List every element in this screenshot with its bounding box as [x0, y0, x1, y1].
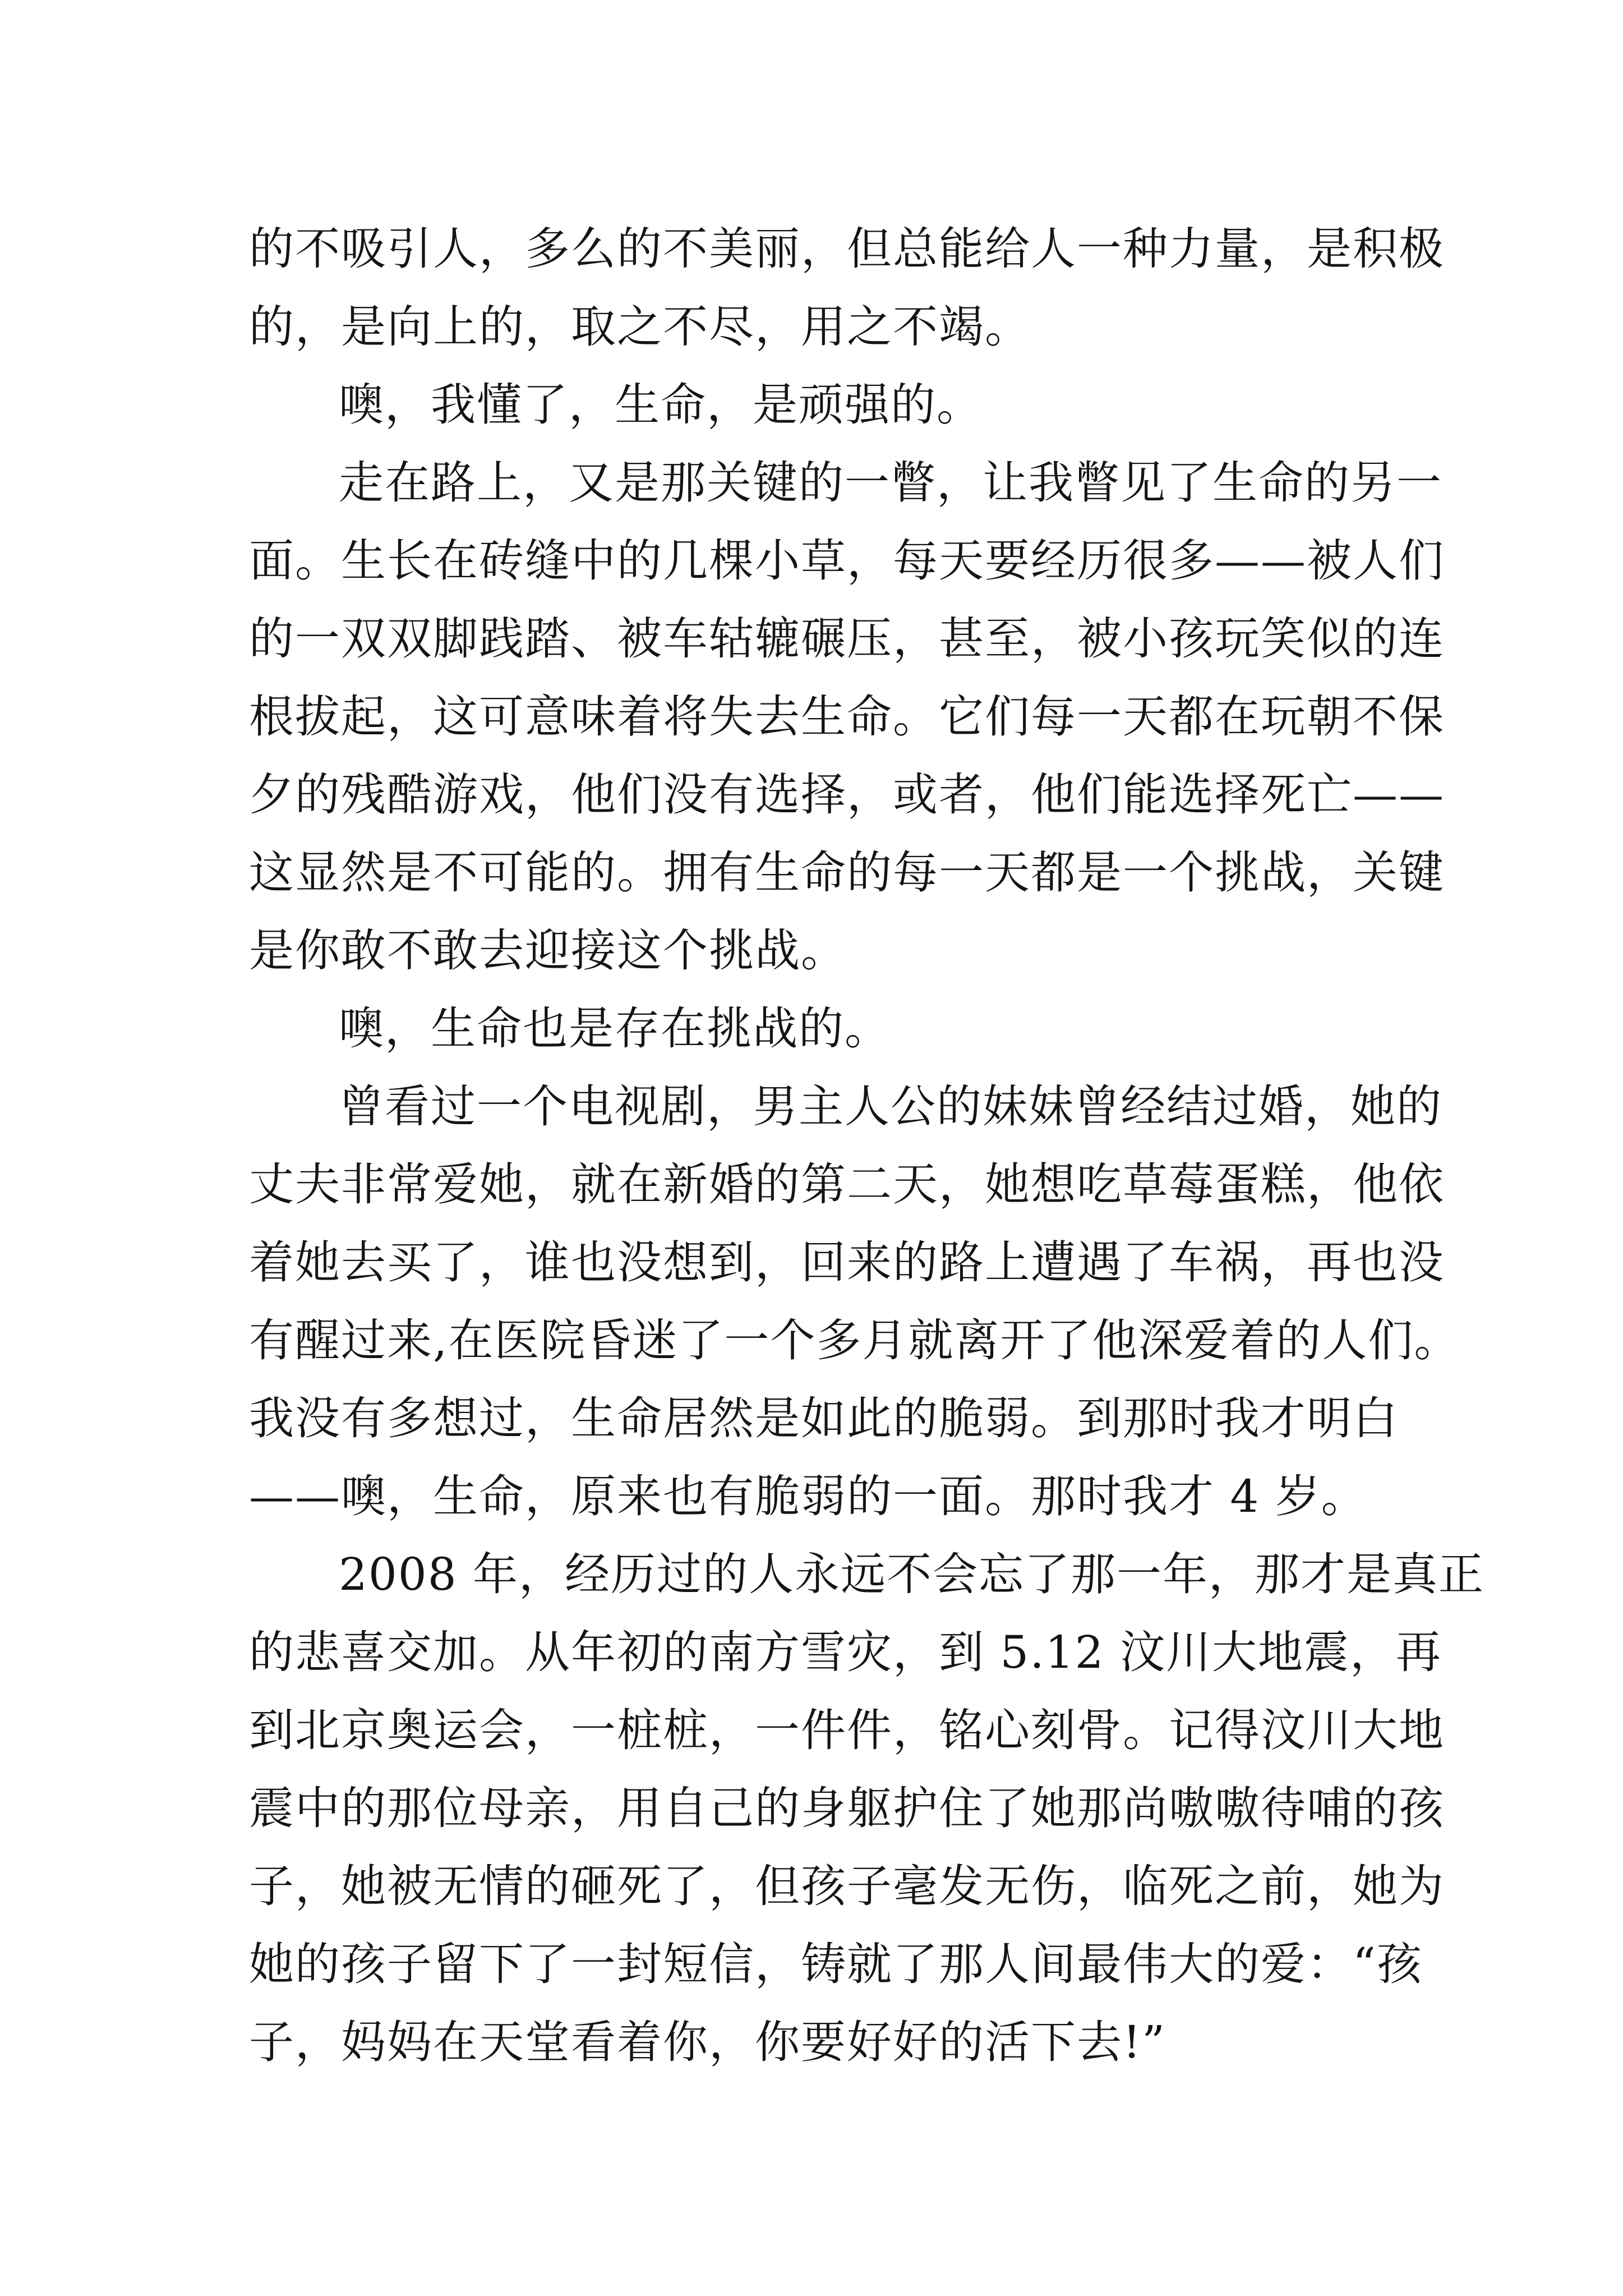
text-line: 根拔起，这可意味着将失去生命。它们每一天都在玩朝不保	[249, 691, 1445, 743]
text-line: 2008 年，经历过的人永远不会忘了那一年，那才是真正	[339, 1548, 1485, 1600]
text-line: ——噢，生命，原来也有脆弱的一面。那时我才 4 岁。	[249, 1470, 1367, 1522]
text-line: 着她去买了，谁也没想到，回来的路上遭遇了车祸，再也没	[249, 1236, 1445, 1289]
text-line: 曾看过一个电视剧，男主人公的妹妹曾经结过婚，她的	[339, 1080, 1442, 1133]
text-line: 子，她被无情的砸死了，但孩子毫发无伤，临死之前，她为	[249, 1860, 1445, 1912]
text-line: 面。生长在砖缝中的几棵小草，每天要经历很多——被人们	[249, 535, 1445, 587]
text-line: 震中的那位母亲，用自己的身躯护住了她那尚嗷嗷待哺的孩	[249, 1782, 1445, 1834]
text-line: 的，是向上的，取之不尽，用之不竭。	[249, 301, 1031, 353]
text-line: 这显然是不可能的。拥有生命的每一天都是一个挑战，关键	[249, 846, 1445, 899]
text-line: 子，妈妈在天堂看着你，你要好好的活下去!”	[249, 2016, 1166, 2068]
text-line: 夕的残酷游戏，他们没有选择，或者，他们能选择死亡——	[249, 769, 1445, 821]
text-line: 的不吸引人，多么的不美丽，但总能给人一种力量，是积极	[249, 223, 1445, 275]
text-line: 我没有多想过，生命居然是如此的脆弱。到那时我才明白	[249, 1392, 1399, 1444]
text-line: 她的孩子留下了一封短信，铸就了那人间最伟大的爱：“孩	[249, 1938, 1423, 1990]
essay-body	[249, 210, 1485, 2081]
text-line: 丈夫非常爱她，就在新婚的第二天，她想吃草莓蛋糕，他依	[249, 1158, 1445, 1211]
text-line: 是你敢不敢去迎接这个挑战。	[249, 924, 847, 977]
text-line: 走在路上，又是那关键的一瞥，让我瞥见了生命的另一	[339, 457, 1442, 509]
text-line: 的悲喜交加。从年初的南方雪灾，到 5.12 汶川大地震，再	[249, 1626, 1442, 1678]
text-line: 噢，生命也是存在挑战的。	[339, 1002, 891, 1055]
text-line: 到北京奥运会，一桩桩，一件件，铭心刻骨。记得汶川大地	[249, 1704, 1445, 1756]
text-line: 的一双双脚践踏、被车轱辘碾压，甚至，被小孩玩笑似的连	[249, 613, 1445, 665]
text-line: 噢，我懂了，生命，是顽强的。	[339, 379, 983, 431]
text-line: 有醒过来,在医院昏迷了一个多月就离开了他深爱着的人们。	[249, 1314, 1460, 1366]
